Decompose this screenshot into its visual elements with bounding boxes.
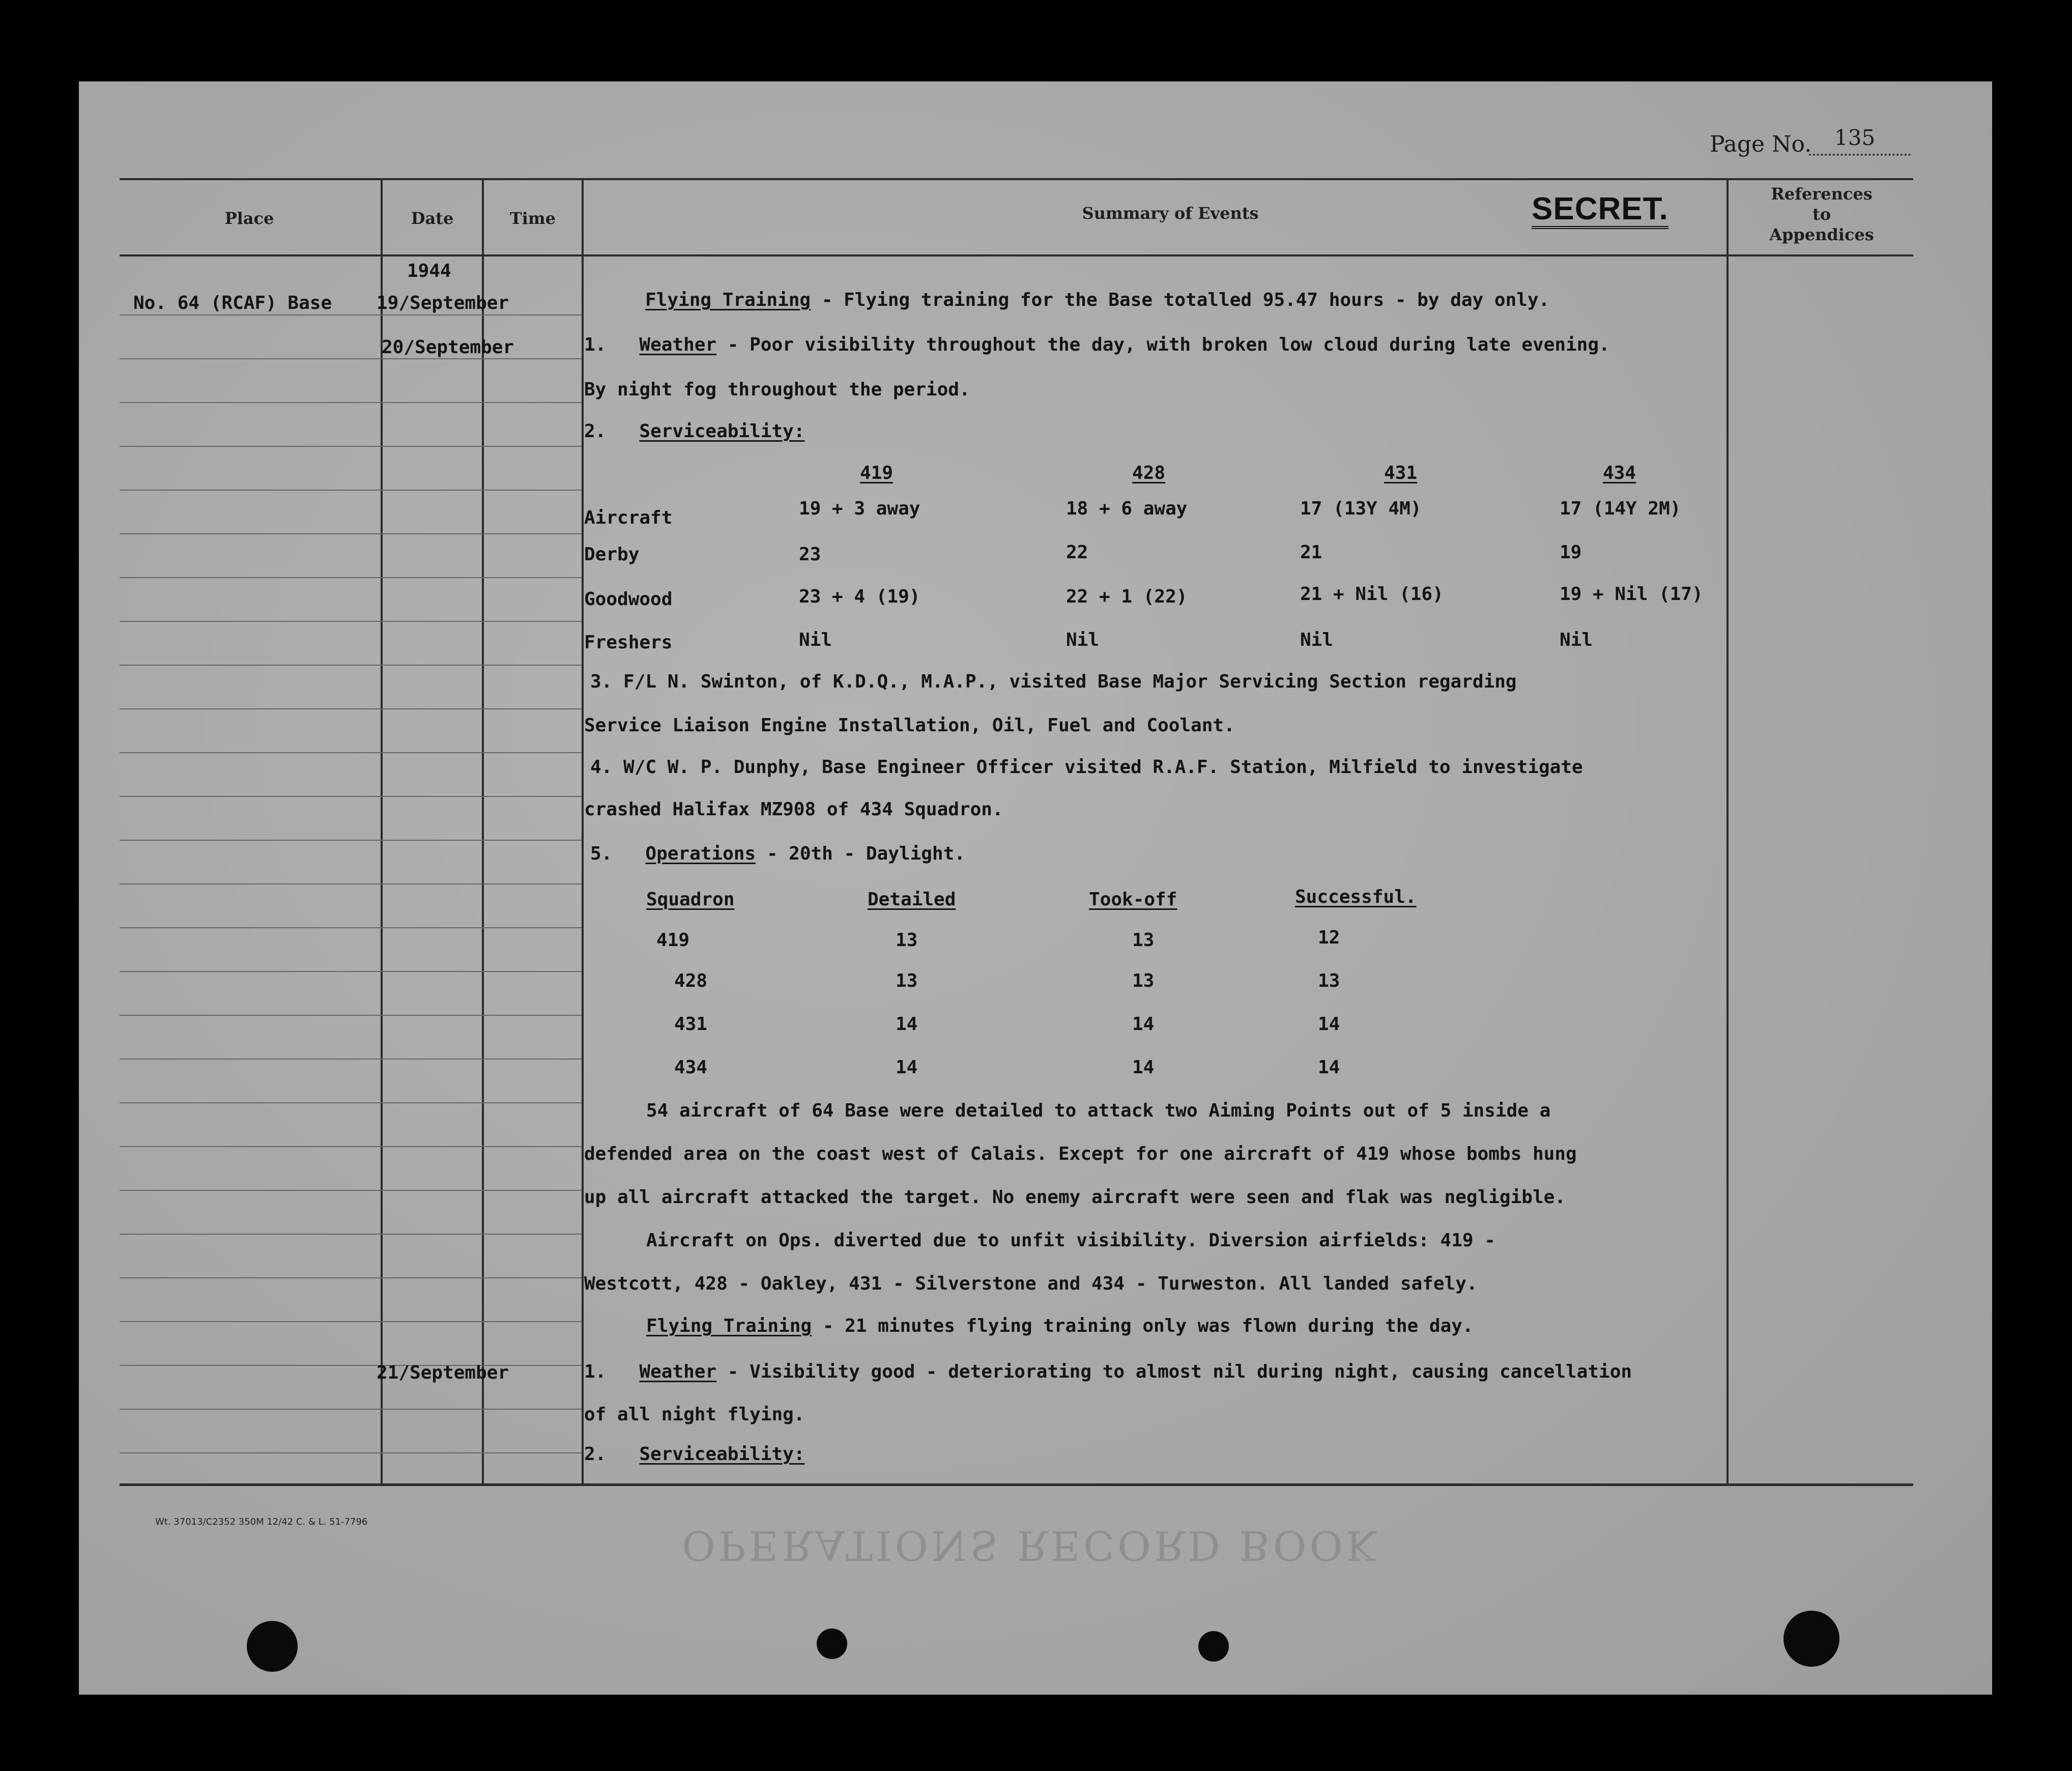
weather-line-21: 1. Weather - Visibility good - deteriorating to almost nil during night, causing cancellation [584,1361,1632,1382]
date-time-divider [482,178,484,1486]
svc-derby-419: 23 [799,544,821,565]
page-number-dotted-line [1809,154,1911,156]
ruled-line [120,971,582,972]
serviceability-heading: Serviceability: [639,421,805,442]
ops-row-3-detailed: 14 [896,1014,918,1035]
narrative-line-5: Westcott, 428 - Oakley, 431 - Silverstone and 434 - Turweston. All landed safely. [584,1273,1478,1294]
place-entry: No. 64 (RCAF) Base [133,293,332,313]
svc-freshers-428: Nil [1066,630,1100,650]
svc-label-derby: Derby [584,544,640,565]
ruled-line [120,1321,582,1322]
punch-hole-right [1783,1611,1839,1667]
item-4-line-1: 4. W/C W. P. Dunphy, Base Engineer Officer visited R.A.F. Station, Milfield to investigate [590,757,1583,778]
operations-line: 5. Operations - 20th - Daylight. [590,843,965,864]
operations-heading: Operations [645,843,756,864]
narrative-line-2: defended area on the coast west of Calais. Except for one aircraft of 419 whose bombs hung [584,1144,1577,1164]
header-bottom-rule [120,254,1913,256]
punch-hole-center-left [817,1629,847,1659]
svc-squadron-431: 431 [1384,463,1418,483]
ops-row-4-tookoff: 14 [1132,1057,1155,1078]
ruled-line [120,446,582,447]
ruled-line [120,1015,582,1016]
item-3-line-1: 3. F/L N. Swinton, of K.D.Q., M.A.P., visited Base Major Servicing Section regarding [590,671,1517,692]
svc-label-freshers: Freshers [584,632,673,653]
punch-hole-left [247,1621,298,1672]
ruled-line [120,708,582,709]
ops-header-successful: Successful. [1295,887,1417,907]
flying-training-heading-2: Flying Training [646,1316,812,1336]
ruled-line [120,315,582,316]
ruled-line [120,490,582,491]
svc-goodwood-419: 23 + 4 (19) [799,586,920,607]
ruled-line [120,621,582,622]
svc-goodwood-431: 21 + Nil (16) [1300,584,1444,605]
night-flying-line: of all night flying. [584,1404,805,1425]
flying-training-line-2: Flying Training - 21 minutes flying training only was flown during the day. [646,1316,1474,1336]
item-4-line-2: crashed Halifax MZ908 of 434 Squadron. [584,799,1003,820]
place-date-divider [381,178,383,1486]
ruled-line [120,752,582,753]
ruled-line [120,840,582,841]
ops-row-1-squadron: 419 [656,930,690,951]
column-header-date: Date [411,209,454,228]
weather-heading-21: Weather [639,1361,717,1382]
ruled-line [120,1234,582,1235]
ruled-line [120,883,582,884]
date-entry-20: 20/September [382,337,514,358]
ops-header-squadron: Squadron [646,889,735,910]
table-bottom-rule [120,1483,1913,1486]
svc-squadron-419: 419 [860,463,894,483]
ruled-line [120,1409,582,1410]
ruled-line [120,1365,582,1366]
date-entry-21: 21/September [377,1362,509,1383]
ops-header-detailed: Detailed [868,889,956,910]
ruled-line [120,402,582,403]
ops-row-2-tookoff: 13 [1132,970,1155,991]
ruled-line [120,1059,582,1060]
page-number-value: 135 [1834,125,1876,150]
item-3-line-2: Service Liaison Engine Installation, Oil, Fuel and Coolant. [584,715,1235,736]
ruled-line [120,927,582,928]
ruled-line [120,1102,582,1103]
svc-aircraft-428: 18 + 6 away [1066,498,1188,519]
svc-aircraft-431: 17 (13Y 4M) [1300,498,1422,519]
svc-goodwood-428: 22 + 1 (22) [1066,586,1188,607]
show-through-title: OPERATIONS RECORD BOOK [682,1522,1379,1569]
ops-row-3-successful: 14 [1318,1014,1340,1035]
weather-heading: Weather [639,334,717,355]
secret-stamp: SECRET. [1532,193,1668,229]
page-number [1710,125,1923,162]
weather-line: 1. Weather - Poor visibility throughout the day, with broken low cloud during late evening. [584,334,1610,355]
ops-row-4-successful: 14 [1318,1057,1340,1078]
column-header-references-1: References [1771,184,1873,204]
svc-aircraft-434: 17 (14Y 2M) [1560,498,1681,519]
summary-refs-divider [1726,178,1729,1486]
column-header-time: Time [509,209,556,228]
time-summary-divider [582,178,584,1486]
night-fog-line: By night fog throughout the period. [584,379,970,400]
ruled-line [120,1277,582,1278]
ops-row-3-squadron: 431 [674,1014,708,1035]
form-print-code: Wt. 37013/C2352 350M 12/42 C. & L. 51-7796 [155,1517,368,1527]
year-entry: 1944 [407,261,451,281]
narrative-line-4: Aircraft on Ops. diverted due to unfit visibility. Diversion airfields: 419 - [646,1230,1495,1251]
svc-derby-434: 19 [1560,542,1582,563]
column-header-summary: Summary of Events [1082,204,1259,223]
ruled-line [120,1146,582,1147]
ruled-line [120,577,582,578]
ops-row-1-detailed: 13 [896,930,918,951]
ops-row-1-tookoff: 13 [1132,930,1155,951]
ops-row-2-successful: 13 [1318,970,1340,991]
serviceability-heading-21: Serviceability: [639,1444,805,1465]
svc-aircraft-419: 19 + 3 away [799,498,920,519]
ops-row-3-tookoff: 14 [1132,1014,1155,1035]
svc-derby-431: 21 [1300,542,1322,563]
ruled-line [120,1452,582,1453]
column-header-references-2: to [1812,205,1831,224]
column-header-references-3: Appendices [1769,225,1874,244]
ops-row-2-squadron: 428 [674,970,708,991]
svc-freshers-431: Nil [1300,630,1334,650]
ops-header-tookoff: Took-off [1089,889,1177,910]
punch-hole-center-right [1198,1631,1229,1662]
column-header-place: Place [224,209,274,228]
svc-freshers-419: Nil [799,630,832,650]
ruled-line [120,358,582,359]
serviceability-line-21: 2. Serviceability: [584,1444,805,1465]
svc-label-goodwood: Goodwood [584,589,673,610]
ops-row-4-detailed: 14 [896,1057,918,1078]
svc-freshers-434: Nil [1560,630,1593,650]
ruled-line [120,796,582,797]
serviceability-line: 2. Serviceability: [584,421,805,442]
table-top-rule [120,178,1913,180]
date-entry-19: 19/September [377,293,509,313]
ruled-line [120,1190,582,1191]
flying-training-line-1: Flying Training - Flying training for the Base totalled 95.47 hours - by day only. [645,290,1550,310]
narrative-line-1: 54 aircraft of 64 Base were detailed to attack two Aiming Points out of 5 inside a [646,1100,1551,1121]
svc-squadron-428: 428 [1132,463,1166,483]
ops-row-1-successful: 12 [1318,927,1340,948]
svc-squadron-434: 434 [1603,463,1636,483]
ops-row-2-detailed: 13 [896,970,918,991]
ruled-line [120,533,582,534]
flying-training-heading-1: Flying Training [645,290,811,310]
page-number-label: Page No. [1710,131,1812,157]
ops-row-4-squadron: 434 [674,1057,708,1078]
ruled-line [120,665,582,666]
svc-label-aircraft: Aircraft [584,507,673,528]
svc-goodwood-434: 19 + Nil (17) [1560,584,1703,605]
svc-derby-428: 22 [1066,542,1088,563]
narrative-line-3: up all aircraft attacked the target. No enemy aircraft were seen and flak was negligible. [584,1187,1566,1208]
